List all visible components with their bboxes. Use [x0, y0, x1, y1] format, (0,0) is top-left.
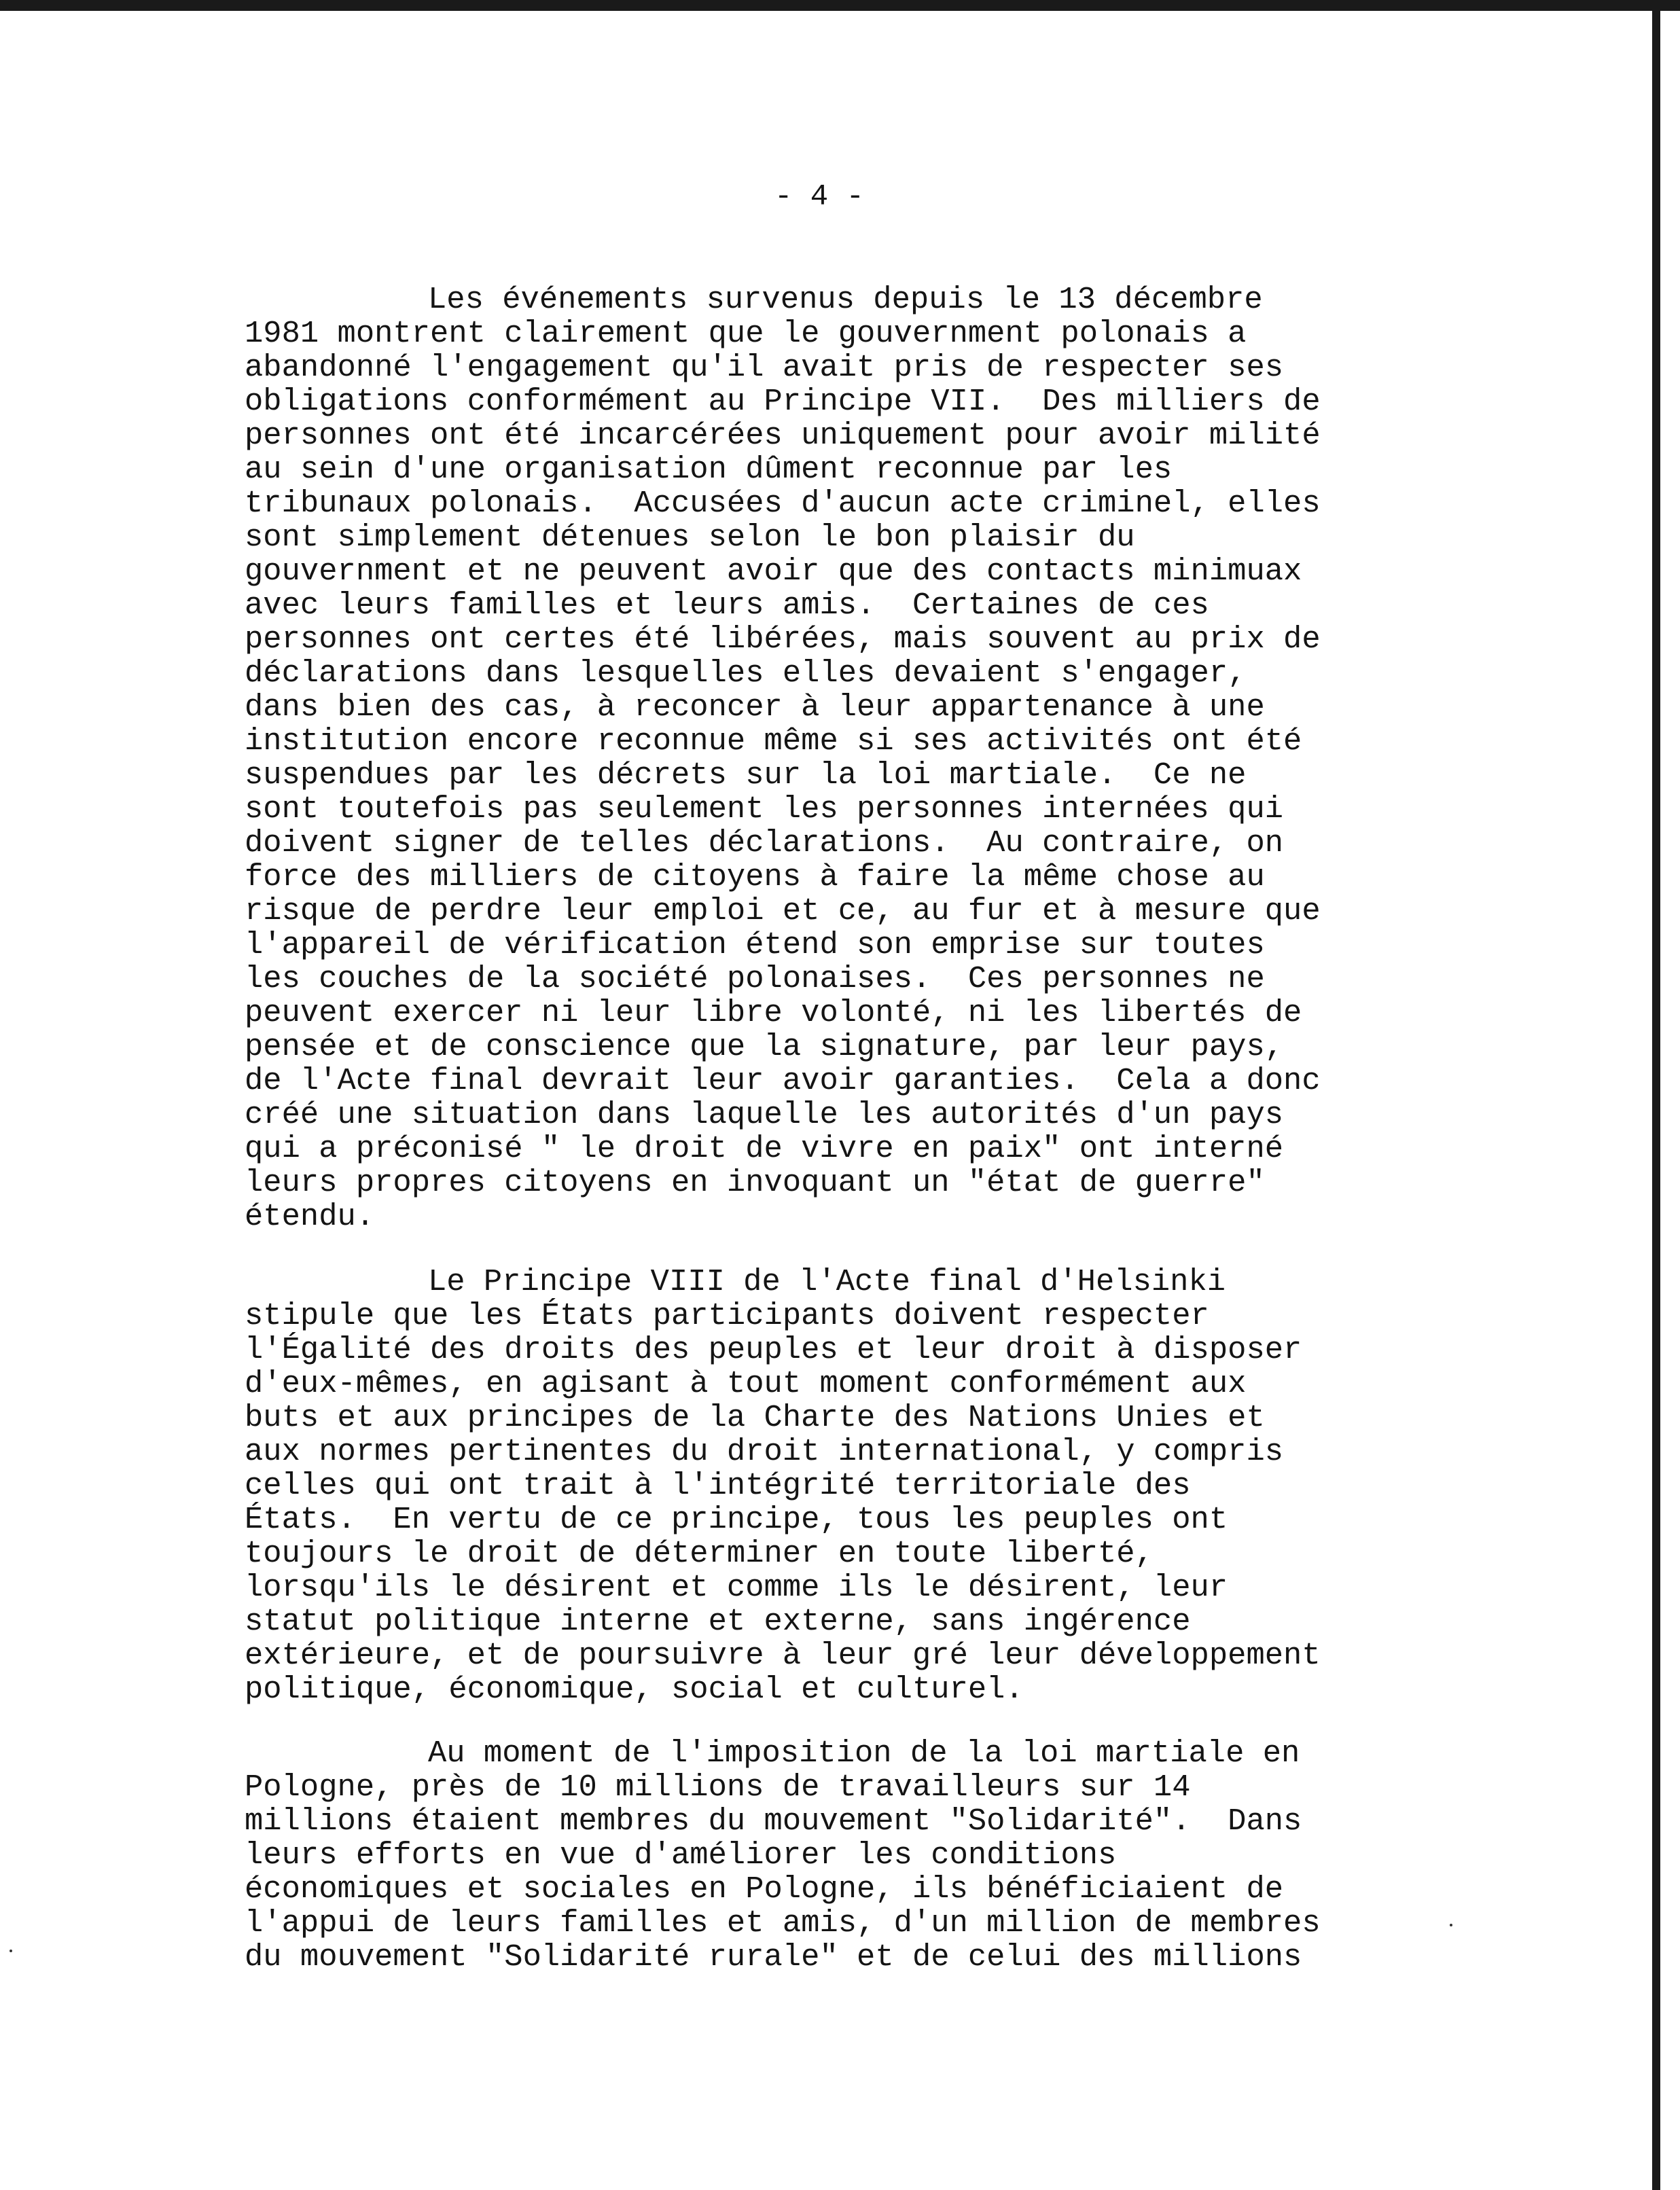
text-line: celles qui ont trait à l'intégrité territoriale des [245, 1468, 1191, 1503]
text-line: leurs efforts en vue d'améliorer les conditions [245, 1837, 1117, 1873]
scan-speck [10, 1950, 12, 1952]
text-line: déclarations dans lesquelles elles devaient s'engager, [245, 656, 1247, 691]
text-line: Pologne, près de 10 millions de travailleurs sur 14 [245, 1770, 1191, 1805]
text-line: pensée et de conscience que la signature, par leur pays, [245, 1029, 1284, 1064]
text-line: les couches de la société polonaises. Ces personnes ne [245, 961, 1265, 997]
text-line: risque de perdre leur emploi et ce, au fur et à mesure que [245, 893, 1321, 929]
text-line: au sein d'une organisation dûment reconnue par les [245, 452, 1173, 487]
text-line: leurs propres citoyens en invoquant un "état de guerre" [245, 1165, 1265, 1200]
text-line: l'appareil de vérification étend son emprise sur toutes [245, 927, 1265, 963]
scan-top-border [0, 0, 1680, 11]
text-line: de l'Acte final devrait leur avoir garanties. Cela a donc [245, 1063, 1321, 1098]
text-line: abandonné l'engagement qu'il avait pris de respecter ses [245, 350, 1284, 385]
text-line: d'eux-mêmes, en agisant à tout moment conformément aux [245, 1366, 1247, 1401]
text-line: peuvent exercer ni leur libre volonté, ni les libertés de [245, 995, 1302, 1030]
text-line: étendu. [245, 1199, 375, 1234]
text-line: Au moment de l'imposition de la loi martiale en [428, 1736, 1300, 1771]
scan-right-border [1652, 0, 1660, 2190]
text-line: 1981 montrent clairement que le gouvernment polonais a [245, 316, 1247, 351]
text-line: créé une situation dans laquelle les autorités d'un pays [245, 1097, 1284, 1132]
text-line: Les événements survenus depuis le 13 décembre [428, 282, 1263, 317]
text-line: stipule que les États participants doivent respecter [245, 1298, 1209, 1333]
text-line: sont simplement détenues selon le bon plaisir du [245, 520, 1135, 555]
text-line: statut politique interne et externe, sans ingérence [245, 1604, 1191, 1639]
text-line: personnes ont été incarcérées uniquement pour avoir milité [245, 418, 1321, 453]
text-line: sont toutefois pas seulement les personnes internées qui [245, 791, 1284, 827]
text-line: lorsqu'ils le désirent et comme ils le désirent, leur [245, 1570, 1228, 1605]
text-line: extérieure, et de poursuivre à leur gré leur développement [245, 1638, 1321, 1673]
text-line: gouvernment et ne peuvent avoir que des contacts minimuax [245, 554, 1302, 589]
text-line: institution encore reconnue même si ses activités ont été [245, 723, 1302, 759]
text-line: États. En vertu de ce principe, tous les peuples ont [245, 1502, 1228, 1537]
text-line: l'appui de leurs familles et amis, d'un million de membres [245, 1905, 1321, 1941]
text-line: aux normes pertinentes du droit international, y compris [245, 1434, 1284, 1469]
scan-speck [1450, 1924, 1452, 1926]
text-line: millions étaient membres du mouvement "Solidarité". Dans [245, 1803, 1302, 1839]
paragraph-2 [245, 1265, 1321, 1706]
text-line: qui a préconisé " le droit de vivre en paix" ont interné [245, 1131, 1284, 1166]
text-line: l'Égalité des droits des peuples et leur droit à disposer [245, 1332, 1302, 1367]
paragraph-3 [245, 1736, 1321, 1974]
text-line: avec leurs familles et leurs amis. Certaines de ces [245, 588, 1209, 623]
text-line: économiques et sociales en Pologne, ils bénéficiaient de [245, 1871, 1284, 1907]
text-line: politique, économique, social et culturel. [245, 1672, 1024, 1707]
text-line: Le Principe VIII de l'Acte final d'Helsinki [428, 1264, 1226, 1299]
text-line: dans bien des cas, à reconcer à leur appartenance à une [245, 689, 1265, 725]
text-line: obligations conformément au Principe VII. Des milliers de [245, 384, 1321, 419]
text-line: buts et aux principes de la Charte des Nations Unies et [245, 1400, 1265, 1435]
text-line: toujours le droit de déterminer en toute liberté, [245, 1536, 1154, 1571]
paragraph-1 [245, 283, 1321, 1234]
text-line: personnes ont certes été libérées, mais souvent au prix de [245, 622, 1321, 657]
text-line: doivent signer de telles déclarations. Au contraire, on [245, 825, 1284, 861]
text-line: force des milliers de citoyens à faire la même chose au [245, 859, 1265, 895]
text-line: tribunaux polonais. Accusées d'aucun acte criminel, elles [245, 486, 1321, 521]
text-line: suspendues par les décrets sur la loi martiale. Ce ne [245, 757, 1247, 793]
page-number: - 4 - [774, 180, 865, 214]
text-line: du mouvement "Solidarité rurale" et de celui des millions [245, 1939, 1302, 1975]
